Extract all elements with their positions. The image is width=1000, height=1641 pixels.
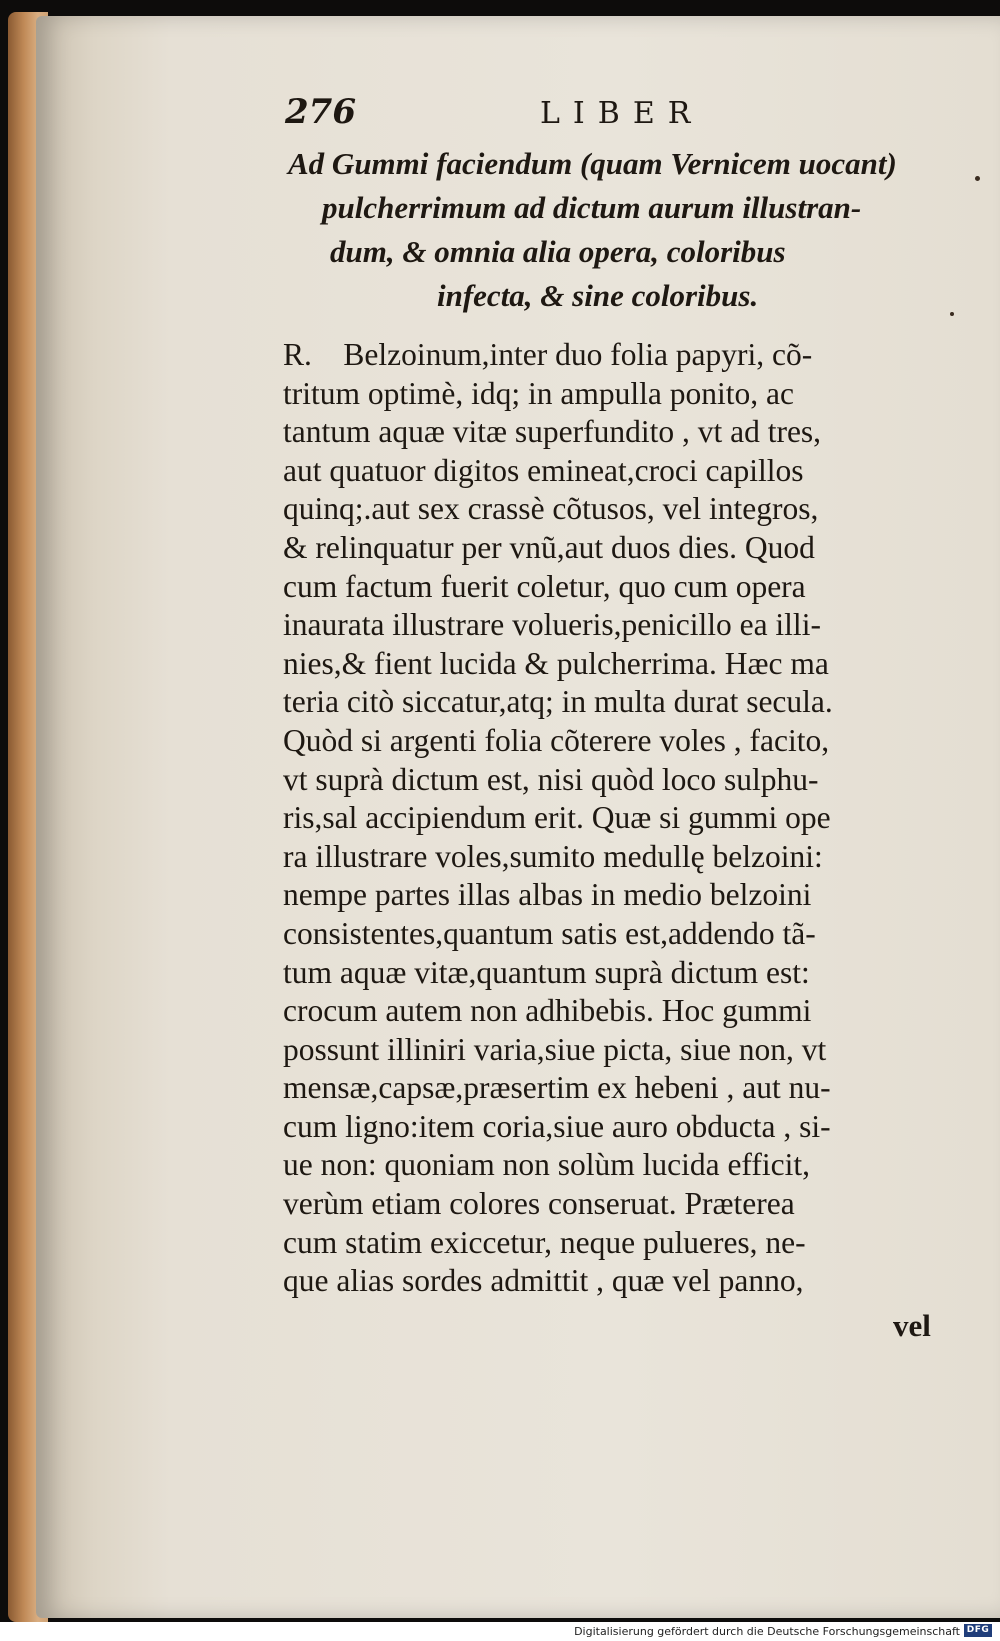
body-line: ra illustrare voles,sumito medullę belzoini: <box>283 838 823 874</box>
body-line: & relinquatur per vnũ,aut duos dies. Quod <box>283 529 815 565</box>
body-line: teria citò siccatur,atq; in multa durat secula. <box>283 684 833 720</box>
body-line: que alias sordes admittit , quæ vel panno, <box>283 1263 804 1299</box>
title-line: dum, & omnia alia opera, coloribus <box>330 234 786 269</box>
body-line: quinq;.aut sex crassè cõtusos, vel integros, <box>283 491 819 527</box>
body-line: mensæ,capsæ,præsertim ex hebeni , aut nu- <box>283 1070 831 1106</box>
body-line: nies,& fient lucida & pulcherrima. Hæc ma <box>283 645 829 681</box>
body-line: cum ligno:item coria,siue auro obducta , si- <box>283 1108 831 1144</box>
body-line: cum factum fuerit coletur, quo cum opera <box>283 568 806 604</box>
section-title <box>280 142 960 318</box>
body-line: consistentes,quantum satis est,addendo tã- <box>283 915 816 951</box>
body-line: tritum optimè, idq; in ampulla ponito, ac <box>283 375 794 411</box>
body-line: aut quatuor digitos emineat,croci capillos <box>283 452 804 488</box>
page-header <box>285 92 945 142</box>
margin-mark <box>975 176 980 181</box>
body-line: possunt illiniri varia,siue picta, siue non, vt <box>283 1031 827 1067</box>
body-line: tantum aquæ vitæ superfundito , vt ad tres, <box>283 414 822 450</box>
body-line: nempe partes illas albas in medio belzoini <box>283 877 812 913</box>
title-line: infecta, & sine coloribus. <box>437 278 759 313</box>
body-line: ris,sal accipiendum erit. Quæ si gummi ope <box>283 800 831 836</box>
page-number: 276 <box>285 92 356 132</box>
running-head: LIBER <box>540 96 704 131</box>
body-line: tum aquæ vitæ,quantum suprà dictum est: <box>283 954 810 990</box>
body-line: vt suprà dictum est, nisi quòd loco sulphu- <box>283 761 819 797</box>
title-line: pulcherrimum ad dictum aurum illustran- <box>322 190 862 225</box>
body-line: inaurata illustrare volueris,penicillo ea illi- <box>283 607 821 643</box>
body-line: cum statim exiccetur, neque pulueres, ne- <box>283 1224 806 1260</box>
dfg-logo: DFG <box>964 1624 992 1637</box>
margin-mark <box>950 312 954 316</box>
body-text <box>283 336 963 1301</box>
body-line: ue non: quoniam non solùm lucida efficit, <box>283 1147 810 1183</box>
catchword: vel <box>893 1308 931 1343</box>
digitization-credit: Digitalisierung gefördert durch die Deutsche Forschungsgemeinschaft <box>574 1625 960 1638</box>
body-line: Quòd si argenti folia cõterere voles , facito, <box>283 722 830 758</box>
body-line: R. Belzoinum,inter duo folia papyri, cõ- <box>283 337 813 372</box>
body-line: crocum autem non adhibebis. Hoc gummi <box>283 993 812 1029</box>
title-line: Ad Gummi faciendum (quam Vernicem uocant) <box>288 146 897 181</box>
body-line: verùm etiam colores conseruat. Præterea <box>283 1186 795 1222</box>
